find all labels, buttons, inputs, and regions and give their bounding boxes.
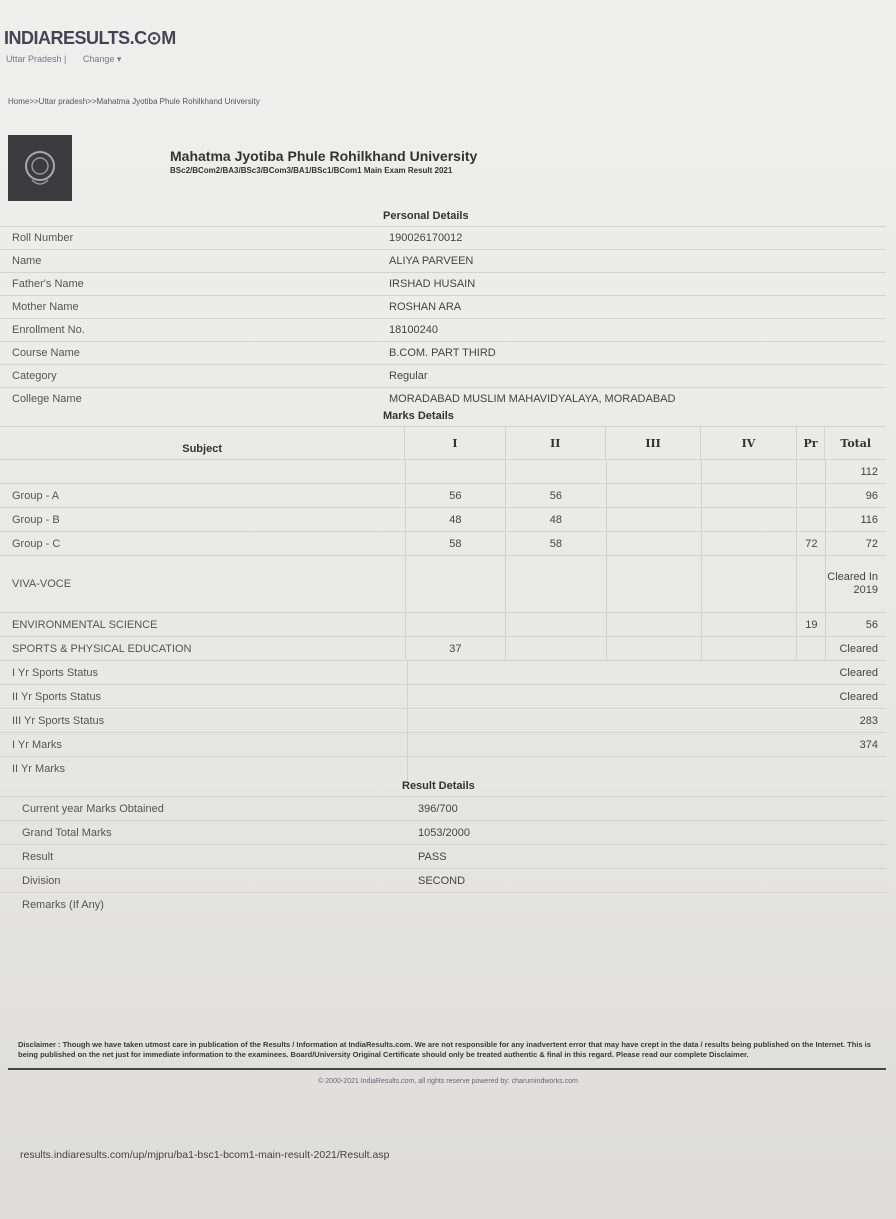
field-label: Course Name — [12, 347, 80, 359]
status-value: 374 — [407, 733, 886, 756]
marks-cell — [701, 637, 796, 660]
marks-cell — [606, 637, 701, 660]
header-total: Total — [824, 427, 886, 459]
marks-total: 116 — [825, 508, 886, 531]
result-label: Current year Marks Obtained — [22, 802, 164, 815]
field-value: ALIYA PARVEEN — [389, 255, 474, 267]
field-label: Father's Name — [12, 278, 84, 290]
marks-cell — [606, 508, 701, 531]
state-selector — [6, 54, 135, 65]
personal-details-title: Personal Details — [383, 210, 469, 222]
subject-name: SPORTS & PHYSICAL EDUCATION — [12, 642, 192, 655]
marks-cell: 37 — [405, 637, 505, 660]
personal-row — [0, 295, 886, 318]
subject-name: Group - B — [12, 513, 60, 526]
header-paper-3: III — [605, 427, 700, 459]
marks-cell — [796, 556, 825, 612]
result-label: Remarks (If Any) — [22, 898, 104, 911]
marks-cell — [505, 556, 605, 612]
state-label: Uttar Pradesh | — [6, 54, 67, 64]
marks-cell — [505, 613, 605, 636]
field-label: Name — [12, 255, 42, 267]
result-label: Grand Total Marks — [22, 826, 112, 839]
marks-cell — [606, 613, 701, 636]
status-row — [0, 660, 886, 684]
exam-subtitle: BSc2/BCom2/BA3/BSc3/BCom3/BA1/BSc1/BCom1 Main Exam Result 2021 — [170, 166, 453, 175]
status-row — [0, 732, 886, 756]
marks-cell — [606, 484, 701, 507]
marks-cell — [606, 460, 701, 483]
change-state-link[interactable]: Change ▾ — [82, 54, 122, 64]
marks-cell — [796, 508, 825, 531]
result-row — [0, 868, 886, 892]
marks-total: 56 — [825, 613, 886, 636]
marks-row — [0, 612, 886, 636]
personal-row — [0, 272, 886, 295]
marks-total: 96 — [825, 484, 886, 507]
marks-total: Cleared — [825, 637, 886, 660]
marks-cell — [505, 637, 605, 660]
field-label: Category — [12, 370, 57, 382]
status-value: Cleared — [407, 685, 886, 708]
status-value: 283 — [407, 709, 886, 732]
marks-row — [0, 555, 886, 612]
status-label: I Yr Marks — [12, 738, 62, 751]
status-label: I Yr Sports Status — [12, 666, 99, 679]
result-table — [0, 210, 886, 916]
subject-name — [0, 460, 405, 483]
marks-cell: 56 — [505, 484, 605, 507]
result-row — [0, 892, 886, 916]
marks-total: 112 — [825, 460, 886, 483]
subject-name: VIVA-VOCE — [12, 578, 72, 590]
breadcrumb[interactable]: Home>>Uttar pradesh>>Mahatma Jyotiba Phule Rohilkhand University — [8, 97, 260, 106]
marks-cell: 48 — [505, 508, 605, 531]
marks-total: 72 — [825, 532, 886, 555]
field-value: B.COM. PART THIRD — [389, 347, 496, 359]
marks-cell — [701, 508, 796, 531]
header-paper-1: I — [404, 427, 504, 459]
result-value: SECOND — [418, 874, 466, 887]
personal-row — [0, 249, 886, 272]
marks-header-row — [0, 426, 886, 459]
university-name: Mahatma Jyotiba Phule Rohilkhand University — [170, 148, 478, 164]
status-row — [0, 708, 886, 732]
result-value: 1053/2000 — [418, 826, 470, 839]
header-paper-2: II — [505, 427, 605, 459]
marks-row — [0, 483, 886, 507]
personal-row — [0, 226, 886, 249]
marks-row — [0, 507, 886, 531]
marks-cell: 19 — [796, 613, 825, 636]
header-paper-4: IV — [700, 427, 795, 459]
status-label: II Yr Sports Status — [12, 690, 102, 703]
marks-details-title: Marks Details — [383, 410, 454, 422]
site-logo[interactable]: INDIARESULTS.C⊙M — [4, 28, 176, 48]
personal-row — [0, 364, 886, 387]
status-row — [0, 684, 886, 708]
field-value: 18100240 — [389, 324, 438, 336]
field-value: Regular — [389, 370, 428, 382]
status-label: III Yr Sports Status — [12, 714, 105, 727]
marks-cell: 58 — [405, 532, 505, 555]
marks-cell — [796, 637, 825, 660]
personal-row — [0, 341, 886, 364]
field-value: MORADABAD MUSLIM MAHAVIDYALAYA, MORADABAD — [389, 393, 676, 405]
result-label: Division — [22, 874, 61, 887]
marks-cell — [701, 532, 796, 555]
marks-cell — [701, 484, 796, 507]
field-value: 190026170012 — [389, 232, 463, 244]
status-value — [407, 757, 886, 780]
header-subject: Subject — [182, 443, 222, 455]
personal-row — [0, 318, 886, 341]
field-label: Enrollment No. — [12, 324, 85, 336]
marks-cell — [796, 460, 825, 483]
marks-cell — [405, 613, 505, 636]
header-practical: Pr — [796, 427, 825, 459]
marks-row — [0, 531, 886, 555]
result-label: Result — [22, 850, 54, 863]
subject-name: Group - C — [12, 537, 61, 550]
result-value: PASS — [418, 850, 447, 863]
result-value: 396/700 — [418, 802, 458, 815]
field-label: Mother Name — [12, 301, 79, 313]
marks-row — [0, 636, 886, 660]
result-details-title: Result Details — [402, 780, 475, 792]
marks-cell — [796, 484, 825, 507]
university-seal-icon — [8, 135, 72, 201]
marks-cell — [701, 613, 796, 636]
disclaimer-text: Disclaimer : Though we have taken utmost care in publication of the Results / Information at IndiaResults.com. We are not responsible for any inadvertent error that may have crept in the data / results being published on the Internet. This is being published on the net just for immediate information to the examinees. Board/University Original Certificate should only be treated authentic & final in this regard. Please read our complete Disclaimer. — [18, 1040, 871, 1059]
marks-cell — [405, 460, 505, 483]
marks-cell — [505, 460, 605, 483]
copyright-text: © 2000-2021 IndiaResults.com, all rights reserve powered by: charumindworks.com — [318, 1078, 578, 1085]
marks-cell: 48 — [405, 508, 505, 531]
marks-cell — [606, 556, 701, 612]
marks-cell — [405, 556, 505, 612]
status-value: Cleared — [407, 661, 886, 684]
marks-total: Cleared In 2019 — [825, 556, 886, 612]
personal-row — [0, 387, 886, 410]
status-row — [0, 756, 886, 780]
marks-row — [0, 459, 886, 483]
result-row — [0, 820, 886, 844]
marks-cell — [606, 532, 701, 555]
marks-cell: 72 — [796, 532, 825, 555]
field-value: IRSHAD HUSAIN — [389, 278, 476, 290]
status-label: II Yr Marks — [12, 762, 65, 775]
page-url: results.indiaresults.com/up/mjpru/ba1-bsc1-bcom1-main-result-2021/Result.asp — [20, 1149, 390, 1161]
marks-cell — [701, 460, 796, 483]
footer-divider — [8, 1068, 886, 1070]
result-row — [0, 844, 886, 868]
field-label: Roll Number — [12, 232, 74, 244]
field-value: ROSHAN ARA — [389, 301, 462, 313]
marks-cell: 56 — [405, 484, 505, 507]
marks-cell — [701, 556, 796, 612]
result-row — [0, 796, 886, 820]
subject-name: Group - A — [12, 489, 60, 502]
field-label: College Name — [12, 393, 82, 405]
marks-cell: 58 — [505, 532, 605, 555]
subject-name: ENVIRONMENTAL SCIENCE — [12, 618, 158, 631]
